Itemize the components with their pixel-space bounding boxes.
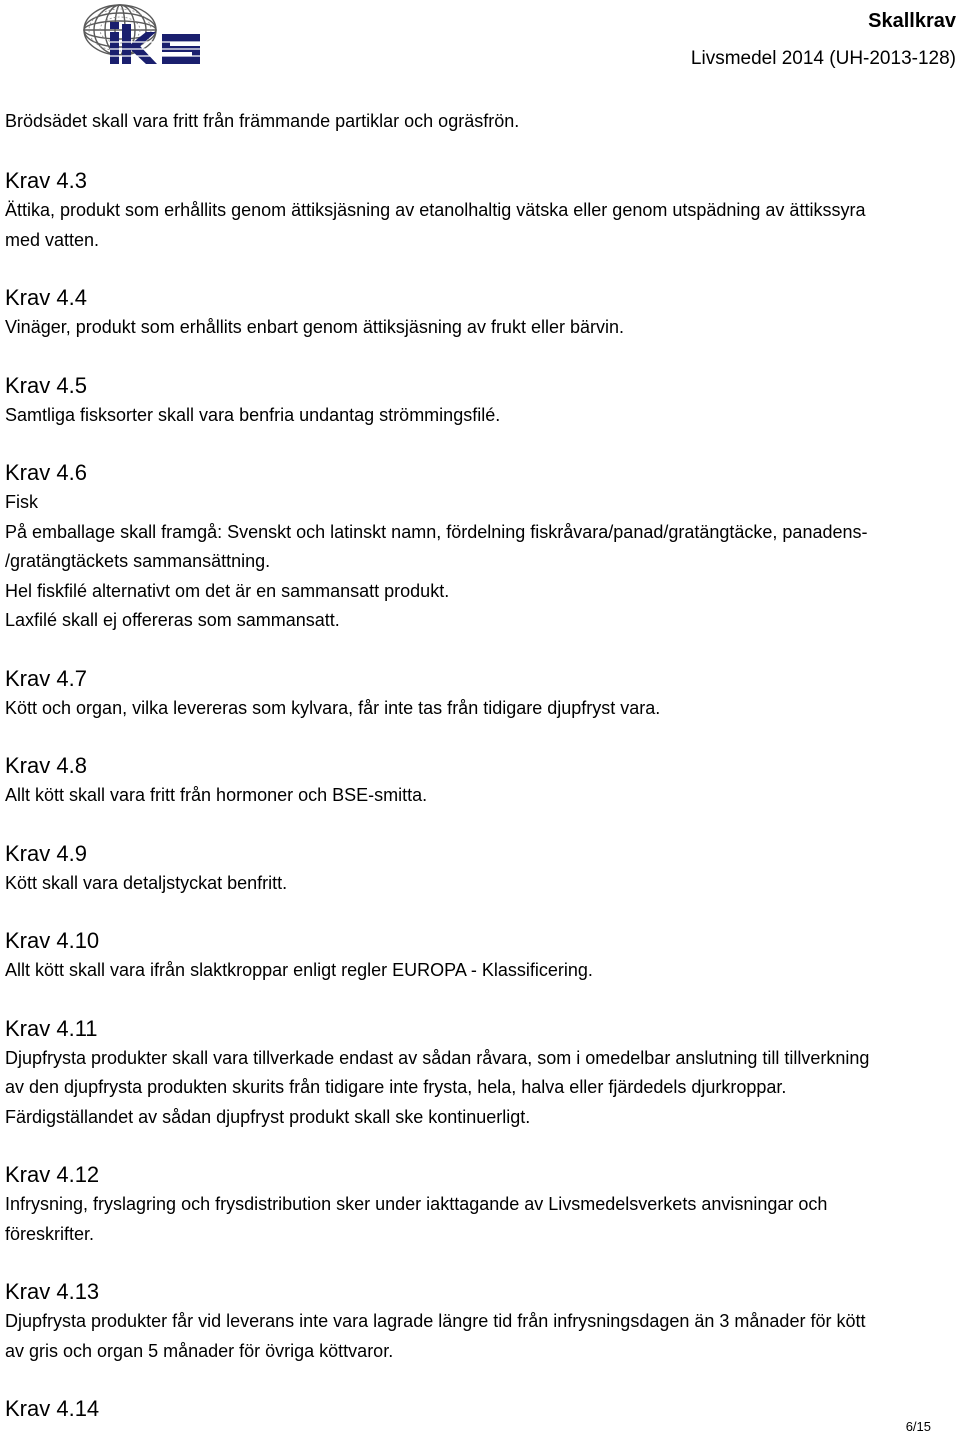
requirement-title: Krav 4.14 [5, 1396, 100, 1421]
requirement-text: Kött skall vara detaljstyckat benfritt. [5, 872, 288, 893]
requirement-text: Ättika, produkt som erhållits genom ättiksjäsning av etanolhaltig vätska eller genom utspädning av ättikssyra [5, 200, 866, 220]
requirement-block [5, 926, 957, 986]
page-number: 6/15 [905, 1419, 931, 1434]
requirement-text: /gratängtäckets sammansättning. [5, 551, 271, 571]
requirement-text: av gris och organ 5 månader för övriga köttvaror. [5, 1340, 394, 1361]
requirement-text: Färdigställandet av sådan djupfryst produkt skall ske kontinuerligt. [5, 1106, 531, 1127]
document-body [5, 107, 957, 1452]
requirement-text: föreskrifter. [5, 1223, 95, 1244]
requirements-list [5, 166, 957, 1424]
requirement-title: Krav 4.3 [5, 168, 87, 193]
requirement-text: Hel fiskfilé alternativt om det är en sammansatt produkt. [5, 580, 450, 601]
requirement-block [5, 458, 957, 636]
requirement-title: Krav 4.8 [5, 753, 87, 778]
requirement-block [5, 371, 957, 431]
requirement-title: Krav 4.7 [5, 665, 87, 691]
document-type: Skallkrav [868, 10, 956, 32]
requirement-text: Infrysning, fryslagring och frysdistribution sker under iakttagande av Livsmedelsverkets anvisningar och [5, 1194, 828, 1214]
requirement-text: Kött och organ, vilka levereras som kylvara, får inte tas från tidigare djupfryst vara. [5, 697, 661, 718]
requirement-text: Laxfilé skall ej offereras som sammansatt. [5, 610, 340, 630]
document-reference: Livsmedel 2014 (UH-2013-128) [690, 48, 956, 69]
requirement-title: Krav 4.11 [5, 1015, 98, 1041]
requirement-text: Vinäger, produkt som erhållits enbart genom ättiksjäsning av frukt eller bärvin. [5, 317, 624, 337]
requirement-block [5, 839, 957, 899]
requirement-text: Allt kött skall vara ifrån slaktkroppar enligt regler EUROPA - Klassificering. [5, 960, 593, 980]
requirement-block [5, 1277, 957, 1366]
requirement-block [5, 283, 957, 343]
intro-paragraph: Brödsädet skall vara fritt från främmande partiklar och ogräsfrön. [5, 111, 520, 131]
iks-logo-icon [80, 2, 206, 68]
requirement-title: Krav 4.4 [5, 285, 87, 310]
requirement-block [5, 751, 957, 811]
requirement-block [5, 166, 957, 255]
requirement-text: Djupfrysta produkter skall vara tillverkade endast av sådan råvara, som i omedelbar anslutning till tillverkning [5, 1047, 870, 1068]
requirement-title: Krav 4.12 [5, 1162, 100, 1187]
requirement-block [5, 1394, 957, 1424]
requirement-text: med vatten. [5, 229, 100, 250]
requirement-title: Krav 4.10 [5, 928, 100, 953]
requirement-text: Fisk [5, 492, 38, 512]
requirement-text: På emballage skall framgå: Svenskt och latinskt namn, fördelning fiskråvara/panad/gratängtäcke, panadens- [5, 521, 868, 542]
requirement-block [5, 1160, 957, 1249]
requirement-block [5, 664, 957, 724]
requirement-text: Djupfrysta produkter får vid leverans inte vara lagrade längre tid från infrysningsdagen än 3 månader för kött [5, 1311, 866, 1331]
requirement-title: Krav 4.5 [5, 372, 87, 398]
requirement-title: Krav 4.6 [5, 460, 87, 485]
requirement-text: av den djupfrysta produkten skurits från tidigare inte frysta, hela, halva eller fjärdedels djurkroppar. [5, 1077, 787, 1097]
requirement-block [5, 1014, 957, 1133]
requirement-text: Samtliga fisksorter skall vara benfria undantag strömmingsfilé. [5, 404, 501, 425]
requirement-title: Krav 4.13 [5, 1279, 100, 1304]
requirement-text: Allt kött skall vara fritt från hormoner och BSE-smitta. [5, 785, 428, 805]
page-header [0, 0, 960, 80]
requirement-title: Krav 4.9 [5, 840, 87, 866]
